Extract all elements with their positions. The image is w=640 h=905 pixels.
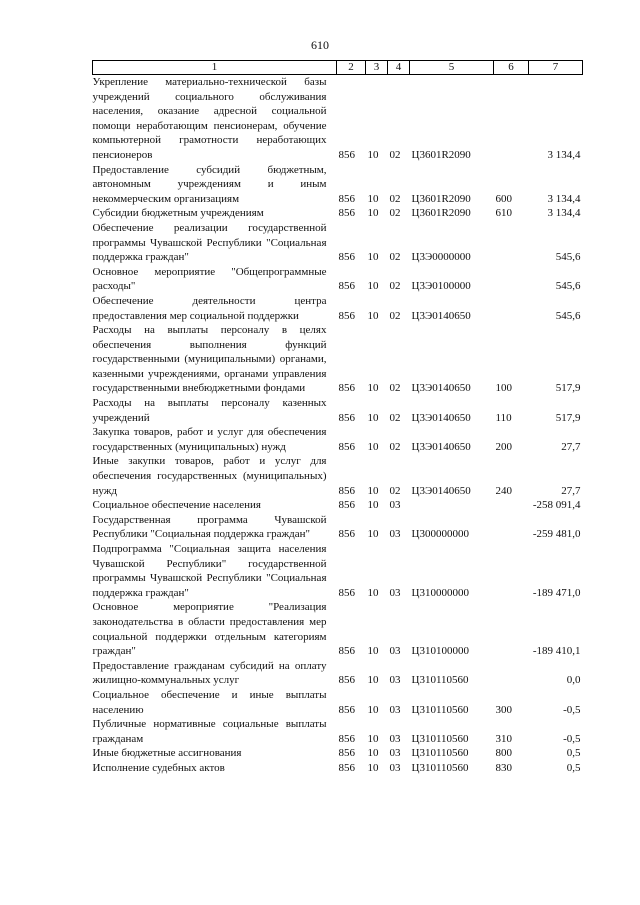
table-row xyxy=(93,396,583,425)
row-subsection: 02 xyxy=(389,309,401,322)
row-subsection: 03 xyxy=(389,528,401,541)
row-expense-type: 300 xyxy=(495,703,512,716)
row-amount: 27,7 xyxy=(561,484,581,497)
row-name: Государственная программа Чувашской Республики "Социальная поддержка граждан" xyxy=(92,513,327,541)
table-row xyxy=(93,221,583,265)
row-grbs: 856 xyxy=(338,309,355,322)
row-grbs: 856 xyxy=(338,484,355,497)
table-row xyxy=(93,600,583,658)
row-section: 10 xyxy=(367,148,379,161)
row-grbs: 856 xyxy=(338,703,355,716)
row-name: Иные бюджетные ассигнования xyxy=(92,747,242,760)
column-header: 6 xyxy=(494,61,529,75)
row-section: 10 xyxy=(367,645,379,658)
row-name: Социальное обеспечение населения xyxy=(92,499,261,512)
table-row xyxy=(93,294,583,323)
row-target-article: Ц310100000 xyxy=(411,645,469,658)
row-grbs: 856 xyxy=(338,528,355,541)
table-row xyxy=(93,513,583,542)
row-target-article: Ц310110560 xyxy=(411,703,469,716)
row-target-article: Ц310110560 xyxy=(411,674,469,687)
row-subsection: 02 xyxy=(389,251,401,264)
row-expense-type xyxy=(494,265,529,294)
row-section: 10 xyxy=(367,528,379,541)
row-section: 10 xyxy=(367,440,379,453)
row-grbs: 856 xyxy=(338,192,355,205)
row-subsection: 02 xyxy=(389,382,401,395)
row-section: 10 xyxy=(367,192,379,205)
row-name: Расходы на выплаты персоналу казенных учреждений xyxy=(92,397,327,424)
row-subsection: 03 xyxy=(389,703,401,716)
row-amount: 0,5 xyxy=(566,747,581,760)
row-target-article xyxy=(410,498,494,513)
row-expense-type: 610 xyxy=(495,207,512,220)
row-grbs: 856 xyxy=(338,440,355,453)
row-expense-type xyxy=(494,294,529,323)
row-grbs: 856 xyxy=(338,411,355,424)
row-target-article: Ц3Э0140650 xyxy=(411,309,471,322)
row-name: Обеспечение деятельности центра предоставления мер социальной поддержки xyxy=(92,294,327,322)
row-expense-type xyxy=(494,221,529,265)
row-name: Предоставление гражданам субсидий на оплату жилищно-коммунальных услуг xyxy=(92,659,327,687)
row-target-article: Ц3Э0140650 xyxy=(411,411,471,424)
row-expense-type xyxy=(494,498,529,513)
row-name: Исполнение судебных актов xyxy=(92,761,225,774)
row-expense-type: 600 xyxy=(495,192,512,205)
row-target-article: Ц310110560 xyxy=(411,732,469,745)
row-target-article: Ц3Э0100000 xyxy=(411,280,471,293)
row-subsection: 02 xyxy=(389,148,401,161)
row-amount: -189 410,1 xyxy=(532,645,581,658)
row-target-article: Ц300000000 xyxy=(411,528,469,541)
row-target-article: Ц3Э0000000 xyxy=(411,251,471,264)
row-section: 10 xyxy=(367,280,379,293)
row-expense-type: 830 xyxy=(495,761,512,774)
row-expense-type: 310 xyxy=(495,732,512,745)
budget-table xyxy=(92,60,583,776)
row-subsection: 02 xyxy=(389,192,401,205)
row-expense-type xyxy=(494,542,529,600)
row-subsection: 03 xyxy=(389,645,401,658)
row-target-article: Ц310000000 xyxy=(411,586,469,599)
row-subsection: 02 xyxy=(389,280,401,293)
row-expense-type xyxy=(494,513,529,542)
row-section: 10 xyxy=(367,309,379,322)
row-grbs: 856 xyxy=(338,251,355,264)
row-grbs: 856 xyxy=(338,732,355,745)
row-grbs: 856 xyxy=(338,747,355,760)
row-amount: 545,6 xyxy=(555,280,581,293)
column-header: 5 xyxy=(410,61,494,75)
table-body xyxy=(93,75,583,776)
row-section: 10 xyxy=(367,761,379,774)
row-section: 10 xyxy=(367,586,379,599)
row-target-article: Ц3Э0140650 xyxy=(411,440,471,453)
row-target-article: Ц310110560 xyxy=(411,747,469,760)
row-name: Публичные нормативные социальные выплаты гражданам xyxy=(92,718,327,745)
row-subsection: 03 xyxy=(389,674,401,687)
row-subsection: 03 xyxy=(389,586,401,599)
row-grbs: 856 xyxy=(338,761,355,774)
row-target-article: Ц3Э0140650 xyxy=(411,484,471,497)
table-row xyxy=(93,761,583,776)
row-target-article: Ц3Э0140650 xyxy=(411,382,471,395)
row-name: Субсидии бюджетным учреждениям xyxy=(92,207,264,220)
row-expense-type: 100 xyxy=(495,382,512,395)
row-amount: 3 134,4 xyxy=(547,148,581,161)
row-name: Закупка товаров, работ и услуг для обеспечения государственных (муниципальных) нужд xyxy=(92,426,327,453)
row-name: Основное мероприятие "Общепрограммные расходы" xyxy=(92,265,327,293)
row-section: 10 xyxy=(367,732,379,745)
row-subsection: 03 xyxy=(389,499,401,512)
table-row xyxy=(93,688,583,717)
row-target-article: Ц310110560 xyxy=(411,761,469,774)
row-subsection: 02 xyxy=(389,440,401,453)
row-grbs: 856 xyxy=(338,280,355,293)
row-name: Предоставление субсидий бюджетным, автономным учреждениям и иным некоммерческим организациям xyxy=(92,163,327,205)
table-row xyxy=(93,746,583,761)
row-name: Социальное обеспечение и иные выплаты населению xyxy=(92,688,327,716)
table-row xyxy=(93,265,583,294)
row-name: Обеспечение реализации государственной программы Чувашской Республики "Социальная поддержка граждан" xyxy=(92,221,327,264)
row-section: 10 xyxy=(367,674,379,687)
row-name: Расходы на выплаты персоналу в целях обеспечения выполнения функций государственными (муниципальными) органами, казенными учреждениями, органами управления государственными внебюджетными фондами xyxy=(92,324,327,395)
row-amount: -189 471,0 xyxy=(532,586,581,599)
column-header: 4 xyxy=(388,61,410,75)
row-grbs: 856 xyxy=(338,148,355,161)
page-number: 610 xyxy=(311,38,329,52)
row-subsection: 02 xyxy=(389,207,401,220)
row-amount: 517,9 xyxy=(555,382,581,395)
row-amount: 545,6 xyxy=(555,251,581,264)
row-expense-type xyxy=(494,659,529,688)
row-expense-type: 240 xyxy=(495,484,512,497)
row-subsection: 03 xyxy=(389,747,401,760)
row-subsection: 03 xyxy=(389,761,401,774)
row-amount: -259 481,0 xyxy=(532,528,581,541)
row-section: 10 xyxy=(367,484,379,497)
table-row xyxy=(93,425,583,454)
row-amount: 3 134,4 xyxy=(547,192,581,205)
row-section: 10 xyxy=(367,499,379,512)
table-row xyxy=(93,454,583,498)
table-row xyxy=(93,323,583,396)
row-amount: -0,5 xyxy=(563,732,581,745)
row-grbs: 856 xyxy=(338,499,355,512)
row-name: Укрепление материально-технической базы учреждений социального обслуживания населения, оказание адресной социальной помощи неработающим пенсионерам, обучение компьютерной грамотности неработающих пенсионеров xyxy=(92,76,327,161)
row-grbs: 856 xyxy=(338,207,355,220)
row-expense-type xyxy=(494,75,529,163)
table-row xyxy=(93,659,583,688)
row-target-article: Ц3601R2090 xyxy=(411,207,471,220)
row-name: Иные закупки товаров, работ и услуг для обеспечения государственных (муниципальных) нужд xyxy=(92,455,327,497)
row-section: 10 xyxy=(367,382,379,395)
table-row xyxy=(93,163,583,207)
row-amount: 517,9 xyxy=(555,411,581,424)
row-target-article: Ц3601R2090 xyxy=(411,192,471,205)
row-section: 10 xyxy=(367,251,379,264)
row-amount: 545,6 xyxy=(555,309,581,322)
table-row xyxy=(93,498,583,513)
row-subsection: 03 xyxy=(389,732,401,745)
table-row xyxy=(93,75,583,163)
row-amount: -258 091,4 xyxy=(532,499,581,512)
row-expense-type: 200 xyxy=(495,440,512,453)
row-expense-type: 800 xyxy=(495,747,512,760)
table-header-row xyxy=(93,61,583,75)
column-header: 3 xyxy=(366,61,388,75)
table-row xyxy=(93,206,583,221)
row-amount: 0,5 xyxy=(566,761,581,774)
row-grbs: 856 xyxy=(338,586,355,599)
row-section: 10 xyxy=(367,411,379,424)
row-amount: 27,7 xyxy=(561,440,581,453)
row-target-article: Ц3601R2090 xyxy=(411,148,471,161)
row-section: 10 xyxy=(367,703,379,716)
row-amount: 0,0 xyxy=(566,674,581,687)
table-row xyxy=(93,542,583,600)
row-name: Основное мероприятие "Реализация законодательства в области предоставления мер социальной поддержки отдельным категориям граждан" xyxy=(92,601,327,658)
row-expense-type xyxy=(494,600,529,658)
column-header: 1 xyxy=(93,61,337,75)
row-section: 10 xyxy=(367,207,379,220)
row-grbs: 856 xyxy=(338,674,355,687)
row-subsection: 02 xyxy=(389,484,401,497)
row-section: 10 xyxy=(367,747,379,760)
row-name: Подпрограмма "Социальная защита населения Чувашской Республики" государственной программы Чувашской Республики "Социальная поддержка граждан" xyxy=(92,543,327,599)
column-header: 2 xyxy=(337,61,366,75)
column-header: 7 xyxy=(529,61,583,75)
row-amount: -0,5 xyxy=(563,703,581,716)
row-subsection: 02 xyxy=(389,411,401,424)
row-grbs: 856 xyxy=(338,645,355,658)
row-expense-type: 110 xyxy=(495,411,512,424)
row-grbs: 856 xyxy=(338,382,355,395)
table-row xyxy=(93,717,583,746)
row-amount: 3 134,4 xyxy=(547,207,581,220)
